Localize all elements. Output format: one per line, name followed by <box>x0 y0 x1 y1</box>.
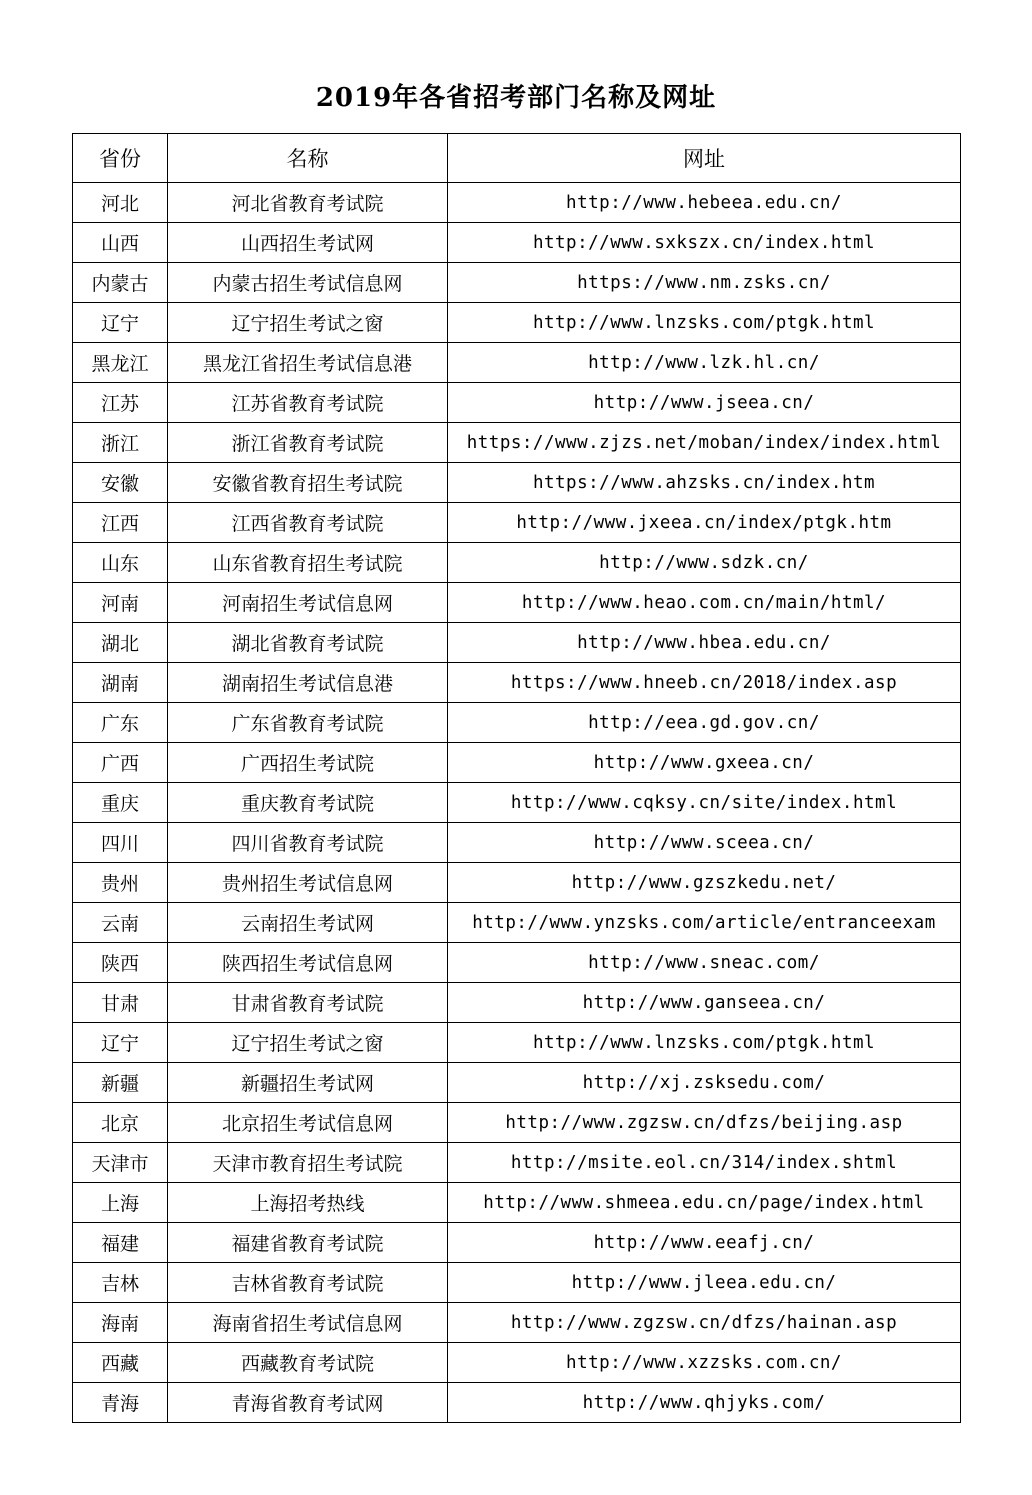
province-cell: 黑龙江 <box>73 343 168 383</box>
department-name-cell: 四川省教育考试院 <box>168 823 448 863</box>
department-name-cell: 北京招生考试信息网 <box>168 1103 448 1143</box>
department-name-cell: 天津市教育招生考试院 <box>168 1143 448 1183</box>
department-name-cell: 安徽省教育招生考试院 <box>168 463 448 503</box>
department-name-cell: 甘肃省教育考试院 <box>168 983 448 1023</box>
table-row <box>73 663 961 703</box>
table-row <box>73 423 961 463</box>
table-row <box>73 943 961 983</box>
website-url-cell: https://www.hneeb.cn/2018/index.asp <box>448 663 961 703</box>
website-url-cell: http://www.heao.com.cn/main/html/ <box>448 583 961 623</box>
website-url-cell: http://www.ganseea.cn/ <box>448 983 961 1023</box>
province-cell: 山东 <box>73 543 168 583</box>
website-url-cell: http://www.shmeea.edu.cn/page/index.html <box>448 1183 961 1223</box>
department-name-cell: 青海省教育考试网 <box>168 1383 448 1423</box>
department-name-cell: 陕西招生考试信息网 <box>168 943 448 983</box>
website-url-cell: https://www.ahzsks.cn/index.htm <box>448 463 961 503</box>
column-header-url: 网址 <box>448 134 961 183</box>
province-cell: 辽宁 <box>73 1023 168 1063</box>
table-row <box>73 263 961 303</box>
department-name-cell: 河南招生考试信息网 <box>168 583 448 623</box>
website-url-cell: http://www.sdzk.cn/ <box>448 543 961 583</box>
province-cell: 山西 <box>73 223 168 263</box>
table-row <box>73 383 961 423</box>
website-url-cell: http://www.zgzsw.cn/dfzs/hainan.asp <box>448 1303 961 1343</box>
province-cell: 四川 <box>73 823 168 863</box>
table-row <box>73 743 961 783</box>
province-cell: 西藏 <box>73 1343 168 1383</box>
website-url-cell: http://www.jleea.edu.cn/ <box>448 1263 961 1303</box>
table-row <box>73 1383 961 1423</box>
department-name-cell: 内蒙古招生考试信息网 <box>168 263 448 303</box>
province-cell: 陕西 <box>73 943 168 983</box>
table-row <box>73 703 961 743</box>
province-cell: 北京 <box>73 1103 168 1143</box>
website-url-cell: https://www.nm.zsks.cn/ <box>448 263 961 303</box>
province-cell: 吉林 <box>73 1263 168 1303</box>
department-name-cell: 浙江省教育考试院 <box>168 423 448 463</box>
department-name-cell: 海南省招生考试信息网 <box>168 1303 448 1343</box>
department-name-cell: 西藏教育考试院 <box>168 1343 448 1383</box>
province-cell: 上海 <box>73 1183 168 1223</box>
department-name-cell: 上海招考热线 <box>168 1183 448 1223</box>
department-name-cell: 辽宁招生考试之窗 <box>168 1023 448 1063</box>
province-cell: 天津市 <box>73 1143 168 1183</box>
website-url-cell: http://www.sneac.com/ <box>448 943 961 983</box>
department-name-cell: 贵州招生考试信息网 <box>168 863 448 903</box>
website-url-cell: http://www.lnzsks.com/ptgk.html <box>448 1023 961 1063</box>
department-name-cell: 辽宁招生考试之窗 <box>168 303 448 343</box>
department-name-cell: 湖北省教育考试院 <box>168 623 448 663</box>
website-url-cell: http://www.lzk.hl.cn/ <box>448 343 961 383</box>
table-row <box>73 503 961 543</box>
province-cell: 海南 <box>73 1303 168 1343</box>
website-url-cell: http://www.jseea.cn/ <box>448 383 961 423</box>
province-cell: 广东 <box>73 703 168 743</box>
province-cell: 湖南 <box>73 663 168 703</box>
province-cell: 广西 <box>73 743 168 783</box>
table-row <box>73 1103 961 1143</box>
province-cell: 湖北 <box>73 623 168 663</box>
province-cell: 河北 <box>73 183 168 223</box>
table-row <box>73 1343 961 1383</box>
department-name-cell: 山东省教育招生考试院 <box>168 543 448 583</box>
website-url-cell: http://www.gzszkedu.net/ <box>448 863 961 903</box>
page-title: 2019年各省招考部门名称及网址 <box>315 83 717 113</box>
table-row <box>73 1263 961 1303</box>
table-row <box>73 983 961 1023</box>
province-cell: 江苏 <box>73 383 168 423</box>
website-url-cell: http://www.xzzsks.com.cn/ <box>448 1343 961 1383</box>
website-url-cell: http://www.ynzsks.com/article/entranceexam <box>448 903 961 943</box>
department-name-cell: 新疆招生考试网 <box>168 1063 448 1103</box>
department-name-cell: 江西省教育考试院 <box>168 503 448 543</box>
department-name-cell: 黑龙江省招生考试信息港 <box>168 343 448 383</box>
table-row <box>73 1183 961 1223</box>
website-url-cell: http://www.sxkszx.cn/index.html <box>448 223 961 263</box>
website-url-cell: http://xj.zsksedu.com/ <box>448 1063 961 1103</box>
exam-sites-table <box>72 133 961 1423</box>
province-cell: 辽宁 <box>73 303 168 343</box>
department-name-cell: 湖南招生考试信息港 <box>168 663 448 703</box>
province-cell: 重庆 <box>73 783 168 823</box>
province-cell: 云南 <box>73 903 168 943</box>
province-cell: 贵州 <box>73 863 168 903</box>
department-name-cell: 广东省教育考试院 <box>168 703 448 743</box>
table-row <box>73 583 961 623</box>
website-url-cell: http://www.gxeea.cn/ <box>448 743 961 783</box>
table-row <box>73 1063 961 1103</box>
table-row <box>73 783 961 823</box>
website-url-cell: http://www.eeafj.cn/ <box>448 1223 961 1263</box>
website-url-cell: http://www.hbea.edu.cn/ <box>448 623 961 663</box>
province-cell: 甘肃 <box>73 983 168 1023</box>
table-row <box>73 903 961 943</box>
website-url-cell: http://www.zgzsw.cn/dfzs/beijing.asp <box>448 1103 961 1143</box>
department-name-cell: 河北省教育考试院 <box>168 183 448 223</box>
province-cell: 新疆 <box>73 1063 168 1103</box>
website-url-cell: http://msite.eol.cn/314/index.shtml <box>448 1143 961 1183</box>
column-header-name: 名称 <box>168 134 448 183</box>
table-row <box>73 183 961 223</box>
department-name-cell: 福建省教育考试院 <box>168 1223 448 1263</box>
table-row <box>73 823 961 863</box>
department-name-cell: 吉林省教育考试院 <box>168 1263 448 1303</box>
table-row <box>73 543 961 583</box>
website-url-cell: http://www.sceea.cn/ <box>448 823 961 863</box>
province-cell: 内蒙古 <box>73 263 168 303</box>
table-row <box>73 303 961 343</box>
website-url-cell: https://www.zjzs.net/moban/index/index.html <box>448 423 961 463</box>
table-row <box>73 343 961 383</box>
province-cell: 安徽 <box>73 463 168 503</box>
table-row <box>73 1223 961 1263</box>
website-url-cell: http://www.qhjyks.com/ <box>448 1383 961 1423</box>
department-name-cell: 云南招生考试网 <box>168 903 448 943</box>
province-cell: 河南 <box>73 583 168 623</box>
department-name-cell: 广西招生考试院 <box>168 743 448 783</box>
department-name-cell: 江苏省教育考试院 <box>168 383 448 423</box>
header-row <box>73 134 961 183</box>
website-url-cell: http://www.jxeea.cn/index/ptgk.htm <box>448 503 961 543</box>
province-cell: 青海 <box>73 1383 168 1423</box>
table-row <box>73 863 961 903</box>
column-header-province: 省份 <box>73 134 168 183</box>
province-cell: 江西 <box>73 503 168 543</box>
table-header <box>73 134 961 183</box>
table-row <box>73 1303 961 1343</box>
province-cell: 福建 <box>73 1223 168 1263</box>
province-cell: 浙江 <box>73 423 168 463</box>
table-row <box>73 223 961 263</box>
table-row <box>73 1143 961 1183</box>
table-row <box>73 1023 961 1063</box>
website-url-cell: http://www.cqksy.cn/site/index.html <box>448 783 961 823</box>
table-row <box>73 463 961 503</box>
department-name-cell: 山西招生考试网 <box>168 223 448 263</box>
website-url-cell: http://www.hebeea.edu.cn/ <box>448 183 961 223</box>
website-url-cell: http://eea.gd.gov.cn/ <box>448 703 961 743</box>
website-url-cell: http://www.lnzsks.com/ptgk.html <box>448 303 961 343</box>
table-body <box>73 183 961 1423</box>
department-name-cell: 重庆教育考试院 <box>168 783 448 823</box>
table-row <box>73 623 961 663</box>
